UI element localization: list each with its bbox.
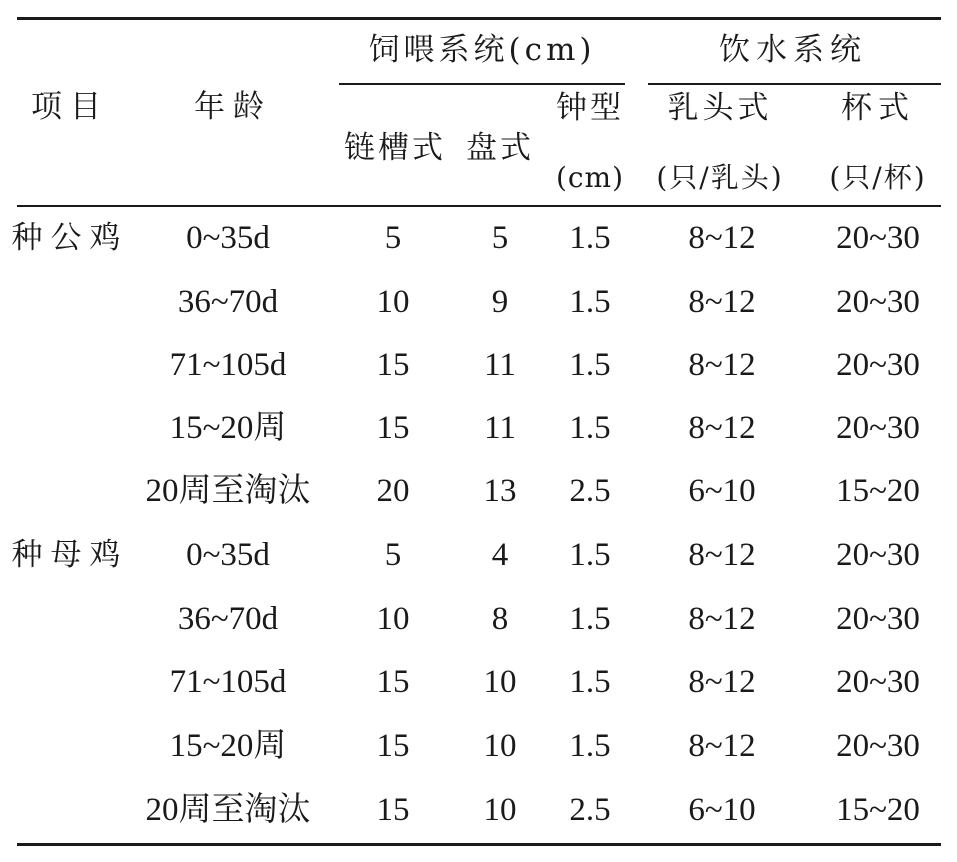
cell-cup: 20~30 xyxy=(836,601,920,637)
header-bell-unit: (cm) xyxy=(555,161,625,194)
cell-pan: 13 xyxy=(483,473,517,509)
cell-age: 36~70d xyxy=(177,601,279,637)
cell-nipple: 8~12 xyxy=(688,347,756,383)
cell-nipple: 6~10 xyxy=(688,473,756,509)
drinking-group-rule xyxy=(648,83,941,85)
cell-bell: 1.5 xyxy=(569,664,611,700)
cell-item: 种母鸡 xyxy=(11,537,129,573)
cell-pan: 11 xyxy=(484,410,516,446)
cell-chain: 15 xyxy=(376,728,410,764)
header-bell-type: 钟型 xyxy=(556,90,624,126)
cell-pan: 11 xyxy=(484,347,516,383)
cell-nipple: 8~12 xyxy=(688,664,756,700)
cell-cup: 20~30 xyxy=(836,664,920,700)
cell-cup: 20~30 xyxy=(836,220,920,256)
header-nipple-unit: (只/乳头) xyxy=(656,161,784,194)
cell-cup: 15~20 xyxy=(836,792,920,828)
cell-pan: 10 xyxy=(483,664,517,700)
cell-age: 15~20周 xyxy=(169,410,287,446)
cell-age: 20周至淘汰 xyxy=(145,473,311,509)
cell-age: 20周至淘汰 xyxy=(145,792,311,828)
cell-cup: 20~30 xyxy=(836,410,920,446)
cell-pan: 8 xyxy=(491,601,509,637)
header-cup-type: 杯式 xyxy=(841,90,915,126)
cell-nipple: 6~10 xyxy=(688,792,756,828)
cell-item: 种公鸡 xyxy=(11,220,129,256)
bottom-rule xyxy=(17,843,941,846)
cell-age: 15~20周 xyxy=(169,728,287,764)
cell-chain: 10 xyxy=(376,284,410,320)
cell-age: 71~105d xyxy=(169,664,287,700)
header-bottom-rule xyxy=(17,205,941,207)
cell-nipple: 8~12 xyxy=(688,410,756,446)
cell-nipple: 8~12 xyxy=(688,537,756,573)
header-item: 项目 xyxy=(31,89,109,125)
header-pan: 盘式 xyxy=(466,130,534,166)
header-age: 年龄 xyxy=(194,89,272,125)
cell-chain: 15 xyxy=(376,792,410,828)
cell-pan: 10 xyxy=(483,792,517,828)
cell-cup: 20~30 xyxy=(836,537,920,573)
cell-cup: 20~30 xyxy=(836,284,920,320)
cell-pan: 9 xyxy=(491,284,509,320)
cell-age: 36~70d xyxy=(177,284,279,320)
cell-age: 0~35d xyxy=(186,220,270,256)
cell-nipple: 8~12 xyxy=(688,284,756,320)
cell-bell: 1.5 xyxy=(569,728,611,764)
cell-cup: 15~20 xyxy=(836,473,920,509)
cell-bell: 2.5 xyxy=(569,473,611,509)
cell-bell: 1.5 xyxy=(569,410,611,446)
header-cup-unit: (只/杯) xyxy=(829,161,927,194)
cell-cup: 20~30 xyxy=(836,728,920,764)
cell-bell: 2.5 xyxy=(569,792,611,828)
cell-chain: 15 xyxy=(376,664,410,700)
header-chain-trough: 链槽式 xyxy=(344,130,446,166)
cell-age: 0~35d xyxy=(186,537,270,573)
cell-bell: 1.5 xyxy=(569,347,611,383)
cell-bell: 1.5 xyxy=(569,284,611,320)
cell-pan: 5 xyxy=(491,220,509,256)
cell-cup: 20~30 xyxy=(836,347,920,383)
cell-nipple: 8~12 xyxy=(688,220,756,256)
cell-pan: 10 xyxy=(483,728,517,764)
cell-chain: 20 xyxy=(376,473,410,509)
cell-bell: 1.5 xyxy=(569,601,611,637)
top-rule xyxy=(17,17,941,20)
feeding-group-rule xyxy=(339,83,625,85)
cell-chain: 10 xyxy=(376,601,410,637)
cell-age: 71~105d xyxy=(169,347,287,383)
header-feeding-system: 饲喂系统(cm) xyxy=(368,32,596,68)
cell-chain: 15 xyxy=(376,410,410,446)
cell-bell: 1.5 xyxy=(569,220,611,256)
cell-bell: 1.5 xyxy=(569,537,611,573)
cell-pan: 4 xyxy=(491,537,509,573)
cell-chain: 15 xyxy=(376,347,410,383)
header-nipple-type: 乳头式 xyxy=(667,90,773,126)
cell-nipple: 8~12 xyxy=(688,728,756,764)
cell-chain: 5 xyxy=(384,537,402,573)
header-drinking-system: 饮水系统 xyxy=(719,32,867,68)
cell-nipple: 8~12 xyxy=(688,601,756,637)
cell-chain: 5 xyxy=(384,220,402,256)
